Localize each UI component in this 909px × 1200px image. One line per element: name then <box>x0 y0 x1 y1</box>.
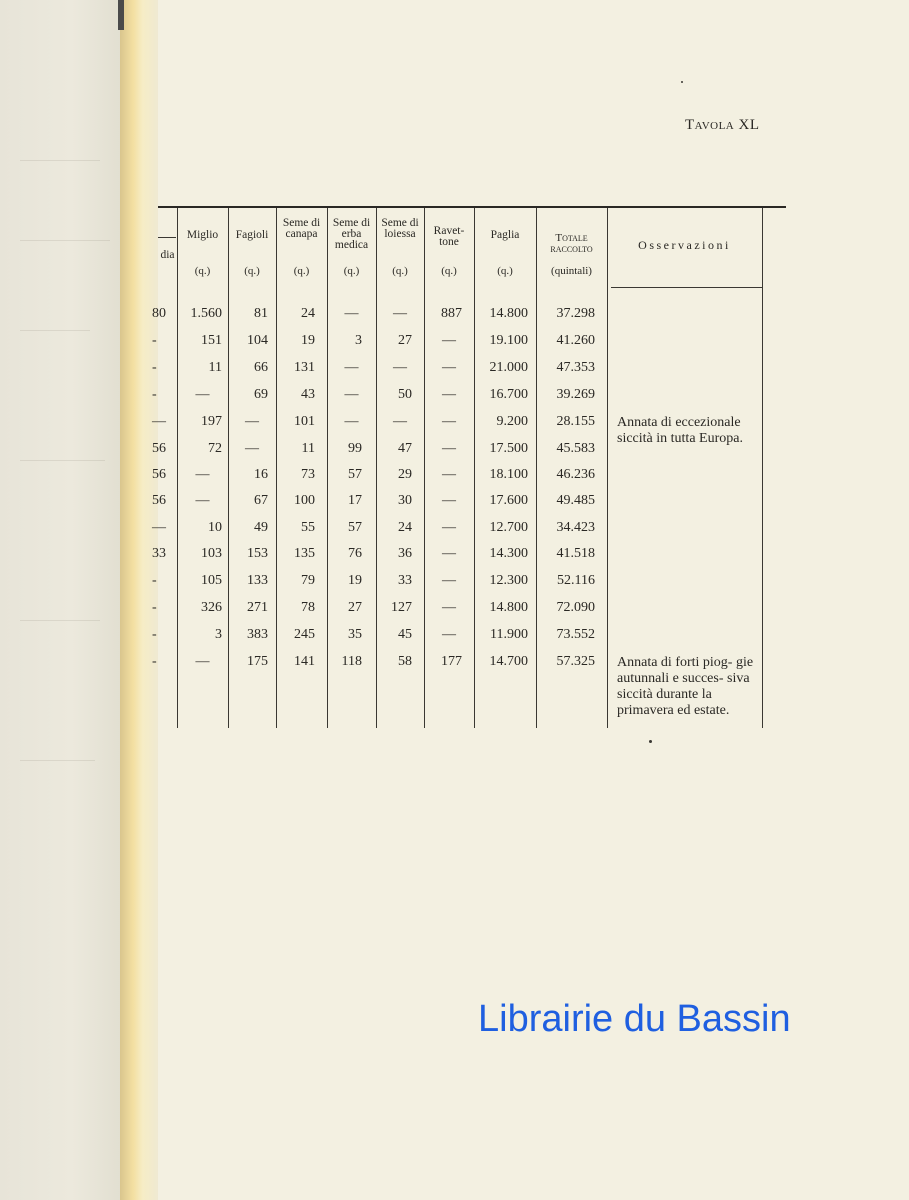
table-cell: — <box>442 441 456 456</box>
table-cell: 14.300 <box>489 546 528 561</box>
table-cell: — <box>442 414 456 429</box>
table-cell: 245 <box>294 627 315 642</box>
table-cell: 9.200 <box>496 414 528 429</box>
table-cell: 12.700 <box>489 520 528 535</box>
watermark: Librairie du Bassin <box>478 998 791 1040</box>
table-cell: — <box>442 333 456 348</box>
table-cell: 45.583 <box>556 441 595 456</box>
observation-note: Annata di eccezionale siccità in tutta Europa. <box>617 415 743 446</box>
column-header-canapa: Seme di canapa <box>282 217 321 240</box>
table-cell: 39.269 <box>556 387 595 402</box>
table-cell: 14.800 <box>489 600 528 615</box>
column-header-media: dia <box>160 249 175 261</box>
table-cell: — <box>393 306 407 321</box>
page-dot <box>649 740 652 743</box>
table-cell: - <box>152 360 157 375</box>
table-cell: 105 <box>201 573 222 588</box>
table-cell: 29 <box>398 467 412 482</box>
table-cell: 21.000 <box>489 360 528 375</box>
table-cell: — <box>152 414 166 429</box>
table-cell: 19 <box>348 573 362 588</box>
column-unit-erba: (q.) <box>343 265 360 277</box>
column-header-totale: Totale raccolto <box>550 232 593 255</box>
table-cell: — <box>442 467 456 482</box>
table-cell: 10 <box>208 520 222 535</box>
table-cell: — <box>442 520 456 535</box>
table-cell: 79 <box>301 573 315 588</box>
table-cell: 33 <box>152 546 166 561</box>
table-cell: — <box>442 360 456 375</box>
page-dot <box>681 81 683 83</box>
table-cell: 18.100 <box>489 467 528 482</box>
table-cell: 56 <box>152 467 166 482</box>
table-cell: 133 <box>247 573 268 588</box>
observations-header-rule <box>611 287 762 288</box>
table-cell: 46.236 <box>556 467 595 482</box>
table-cell: 131 <box>294 360 315 375</box>
table-cell: — <box>442 387 456 402</box>
table-cell: 69 <box>254 387 268 402</box>
column-header-fagioli: Fagioli <box>235 229 269 241</box>
table-cell: — <box>344 306 359 321</box>
table-cell: 175 <box>247 654 268 669</box>
table-cell: 41.260 <box>556 333 595 348</box>
table-cell: 16.700 <box>489 387 528 402</box>
column-header-loiessa: Seme di loiessa <box>381 217 419 240</box>
observation-note: Annata di forti piog- gie autunnali e succes- siva siccità durante la primavera ed estate. <box>617 655 754 718</box>
column-unit-ravettone: (q.) <box>441 265 457 277</box>
table-cell: 49.485 <box>556 493 595 508</box>
column-header-osservazioni: Osservazioni <box>638 238 731 252</box>
table-cell: 19 <box>301 333 315 348</box>
table-cell: 101 <box>294 414 315 429</box>
table-cell: 57 <box>348 520 362 535</box>
table-cell: 45 <box>398 627 412 642</box>
table-cell: 197 <box>201 414 222 429</box>
table-cell: 24 <box>301 306 315 321</box>
column-unit-totale: (quintali) <box>551 265 592 277</box>
table-cell: 103 <box>201 546 222 561</box>
table-cell: — <box>344 360 359 375</box>
table-cell: 271 <box>247 600 268 615</box>
table-cell: 383 <box>247 627 268 642</box>
table-cell: 47.353 <box>556 360 595 375</box>
table-cell: — <box>195 493 210 508</box>
table-cell: - <box>152 387 157 402</box>
column-unit-canapa: (q.) <box>293 265 310 277</box>
table-cell: 27 <box>348 600 362 615</box>
table-cell: - <box>152 573 157 588</box>
table-cell: 72.090 <box>556 600 595 615</box>
table-cell: 887 <box>441 306 462 321</box>
table-cell: 326 <box>201 600 222 615</box>
table-cell: 56 <box>152 441 166 456</box>
table-cell: — <box>344 387 359 402</box>
table-cell: — <box>195 387 210 402</box>
binding-edge <box>118 0 124 30</box>
table-cell: 3 <box>215 627 222 642</box>
table-cell: 14.800 <box>489 306 528 321</box>
header-rule-stub <box>158 237 176 238</box>
left-facing-page <box>0 0 120 1200</box>
column-header-paglia: Paglia <box>490 229 520 241</box>
table-cell: 55 <box>301 520 315 535</box>
column-header-erba: Seme di erba medica <box>332 217 371 251</box>
table-cell: - <box>152 333 157 348</box>
table-cell: — <box>442 493 456 508</box>
table-cell: — <box>245 414 259 429</box>
table-cell: 28.155 <box>556 414 595 429</box>
table-cell: 153 <box>247 546 268 561</box>
table-cell: — <box>442 573 456 588</box>
table-cell: 141 <box>294 654 315 669</box>
table-cell: 49 <box>254 520 268 535</box>
table-cell: 34.423 <box>556 520 595 535</box>
table-cell: 14.700 <box>489 654 528 669</box>
table-cell: 37.298 <box>556 306 595 321</box>
column-divider <box>762 208 763 728</box>
table-cell: 66 <box>254 360 268 375</box>
table-cell: - <box>152 600 157 615</box>
table-cell: — <box>152 520 166 535</box>
table-cell: 57.325 <box>556 654 595 669</box>
column-divider <box>607 208 608 728</box>
table-cell: 57 <box>348 467 362 482</box>
table-cell: 17 <box>348 493 362 508</box>
column-unit-fagioli: (q.) <box>244 265 260 277</box>
table-cell: 151 <box>201 333 222 348</box>
table-cell: 127 <box>391 600 412 615</box>
table-cell: 33 <box>398 573 412 588</box>
table-cell: 3 <box>355 333 362 348</box>
table-cell: 1.560 <box>190 306 222 321</box>
table-cell: - <box>152 654 157 669</box>
table-cell: - <box>152 627 157 642</box>
table-cell: 52.116 <box>557 573 595 588</box>
table-cell: 118 <box>341 654 362 669</box>
table-cell: 17.600 <box>489 493 528 508</box>
table-cell: 30 <box>398 493 412 508</box>
table-cell: 72 <box>208 441 222 456</box>
table-cell: 67 <box>254 493 268 508</box>
table-cell: 58 <box>398 654 412 669</box>
table-top-rule <box>158 206 786 208</box>
table-cell: 24 <box>398 520 412 535</box>
table-cell: 36 <box>398 546 412 561</box>
table-cell: 47 <box>398 441 412 456</box>
table-cell: 76 <box>348 546 362 561</box>
table-cell: 50 <box>398 387 412 402</box>
table-cell: 73 <box>301 467 315 482</box>
table-cell: 41.518 <box>556 546 595 561</box>
table-cell: 99 <box>348 441 362 456</box>
column-unit-paglia: (q.) <box>497 265 513 277</box>
table-cell: 78 <box>301 600 315 615</box>
table-cell: — <box>393 414 407 429</box>
table-cell: — <box>195 467 210 482</box>
table-cell: 17.500 <box>489 441 528 456</box>
table-cell: 104 <box>247 333 268 348</box>
table-cell: 11.900 <box>490 627 528 642</box>
column-header-ravettone: Ravet- tone <box>433 225 465 248</box>
table-cell: 81 <box>254 306 268 321</box>
column-unit-loiessa: (q.) <box>392 265 408 277</box>
table-cell: 135 <box>294 546 315 561</box>
table-cell: 19.100 <box>489 333 528 348</box>
table-cell: 12.300 <box>489 573 528 588</box>
table-cell: — <box>344 414 359 429</box>
table-cell: 80 <box>152 306 166 321</box>
table-cell: 11 <box>301 441 315 456</box>
table-cell: 43 <box>301 387 315 402</box>
table-cell: 73.552 <box>556 627 595 642</box>
table-cell: 100 <box>294 493 315 508</box>
table-cell: — <box>442 627 456 642</box>
table-cell: 27 <box>398 333 412 348</box>
table-cell: — <box>442 600 456 615</box>
table-cell: 16 <box>254 467 268 482</box>
column-unit-miglio: (q.) <box>194 265 211 277</box>
column-header-miglio: Miglio <box>186 229 219 241</box>
header-rule <box>158 287 607 288</box>
table-cell: 177 <box>441 654 462 669</box>
table-cell: 56 <box>152 493 166 508</box>
table-label: Tavola XL <box>685 117 760 133</box>
table-cell: 35 <box>348 627 362 642</box>
table-cell: — <box>442 546 456 561</box>
table-cell: — <box>245 441 259 456</box>
table-cell: — <box>393 360 407 375</box>
table-cell: — <box>195 654 210 669</box>
table-cell: 11 <box>208 360 222 375</box>
